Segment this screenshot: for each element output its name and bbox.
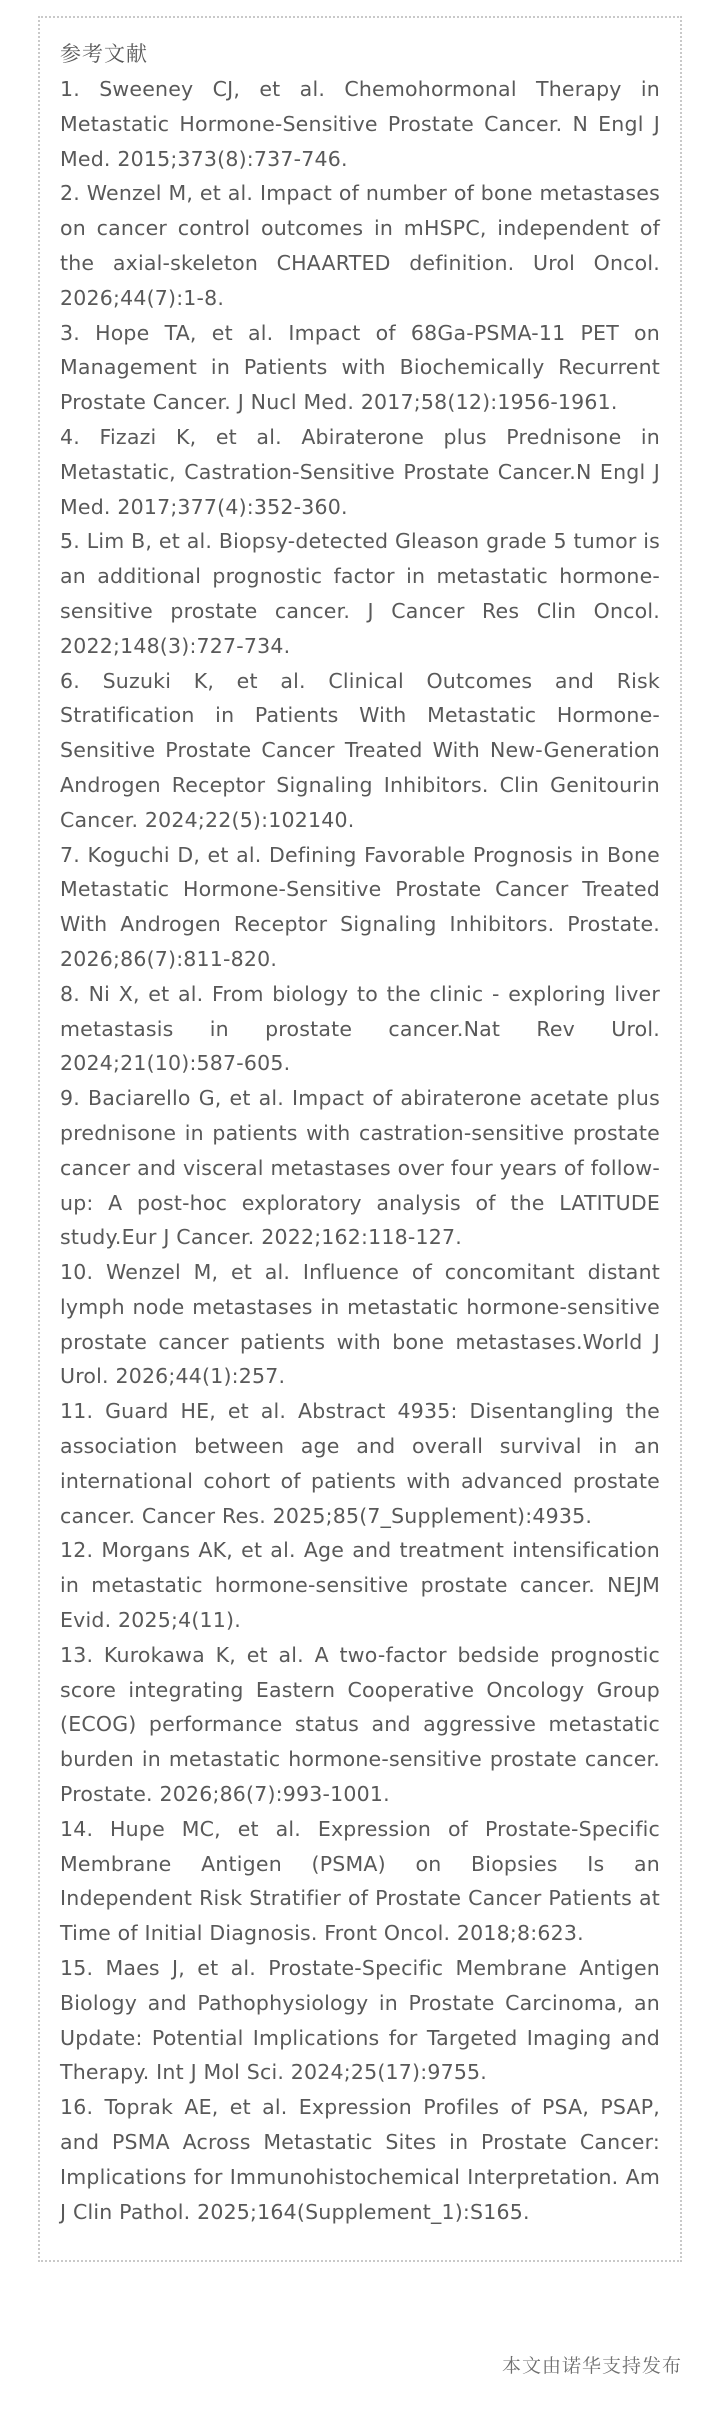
reference-item: 10. Wenzel M, et al. Influence of concomitant distant lymph node metastases in metastatic hormone-sensitive prostate cancer patients with bone metastases.World J Urol. 2026;44(1):257. — [60, 1260, 660, 1389]
reference-item: 9. Baciarello G, et al. Impact of abiraterone acetate plus prednisone in patients with castration-sensitive prostate cancer and visceral metastases over four years of follow-up: A post-hoc exploratory analysis of the LATITUDE study.Eur J Cancer. 2022;162:118-127. — [60, 1086, 660, 1250]
reference-item: 16. Toprak AE, et al. Expression Profiles of PSA, PSAP, and PSMA Across Metastatic Sites in Prostate Cancer: Implications for Immunohistochemical Interpretation. Am J Clin Pathol. 2025;164(Supplement_1):S165. — [60, 2095, 660, 2224]
reference-item: 11. Guard HE, et al. Abstract 4935: Disentangling the association between age and overall survival in an international cohort of patients with advanced prostate cancer. Cancer Res. 2025;85(7_Supplement):4935. — [60, 1399, 660, 1528]
reference-item: 14. Hupe MC, et al. Expression of Prostate-Specific Membrane Antigen (PSMA) on Biopsies Is an Independent Risk Stratifier of Prostate Cancer Patients at Time of Initial Diagnosis. Front Oncol. 2018;8:623. — [60, 1816, 660, 1946]
reference-item: 1. Sweeney CJ, et al. Chemohormonal Therapy in Metastatic Hormone-Sensitive Prostate Cancer. N Engl J Med. 2015;373(8):737-746. — [60, 77, 660, 171]
reference-item: 7. Koguchi D, et al. Defining Favorable Prognosis in Bone Metastatic Hormone-Sensitive Prostate Cancer Treated With Androgen Receptor Signaling Inhibitors. Prostate. 2026;86(7):811-820. — [60, 842, 660, 971]
reference-item: 2. Wenzel M, et al. Impact of number of bone metastases on cancer control outcomes in mHSPC, independent of the axial-skeleton CHAARTED definition. Urol Oncol. 2026;44(7):1-8. — [60, 181, 660, 310]
sponsor-note: 本文由诺华支持发布 — [501, 2355, 682, 2377]
references-title: 参考文献 — [60, 42, 148, 66]
reference-item: 6. Suzuki K, et al. Clinical Outcomes and Risk Stratification in Patients With Metastatic Hormone-Sensitive Prostate Cancer Treated With New-Generation Androgen Receptor Signaling Inhibitors. Clin Genitourin Cancer. 2024;22(5):102140. — [60, 668, 660, 832]
reference-item: 5. Lim B, et al. Biopsy-detected Gleason grade 5 tumor is an additional prognostic factor in metastatic hormone-sensitive prostate cancer. J Cancer Res Clin Oncol. 2022;148(3):727-734. — [60, 529, 660, 658]
reference-item: 4. Fizazi K, et al. Abiraterone plus Prednisone in Metastatic, Castration-Sensitive Prostate Cancer.N Engl J Med. 2017;377(4):352-360. — [60, 424, 660, 519]
references-list — [60, 72, 660, 2229]
reference-item: 12. Morgans AK, et al. Age and treatment intensification in metastatic hormone-sensitive prostate cancer. NEJM Evid. 2025;4(11). — [60, 1538, 660, 1633]
reference-item: 8. Ni X, et al. From biology to the clinic - exploring liver metastasis in prostate cancer.Nat Rev Urol. 2024;21(10):587-605. — [60, 981, 660, 1076]
reference-item: 13. Kurokawa K, et al. A two-factor bedside prognostic score integrating Eastern Cooperative Oncology Group (ECOG) performance status and aggressive metastatic burden in metastatic hormone-sensitive prostate cancer. Prostate. 2026;86(7):993-1001. — [60, 1642, 660, 1807]
references-box — [38, 16, 682, 2262]
reference-item: 15. Maes J, et al. Prostate-Specific Membrane Antigen Biology and Pathophysiology in Prostate Carcinoma, an Update: Potential Implications for Targeted Imaging and Therapy. Int J Mol Sci. 2024;25(17):9755. — [60, 1956, 660, 2085]
reference-item: 3. Hope TA, et al. Impact of 68Ga-PSMA-11 PET on Management in Patients with Biochemically Recurrent Prostate Cancer. J Nucl Med. 2017;58(12):1956-1961. — [60, 320, 660, 415]
